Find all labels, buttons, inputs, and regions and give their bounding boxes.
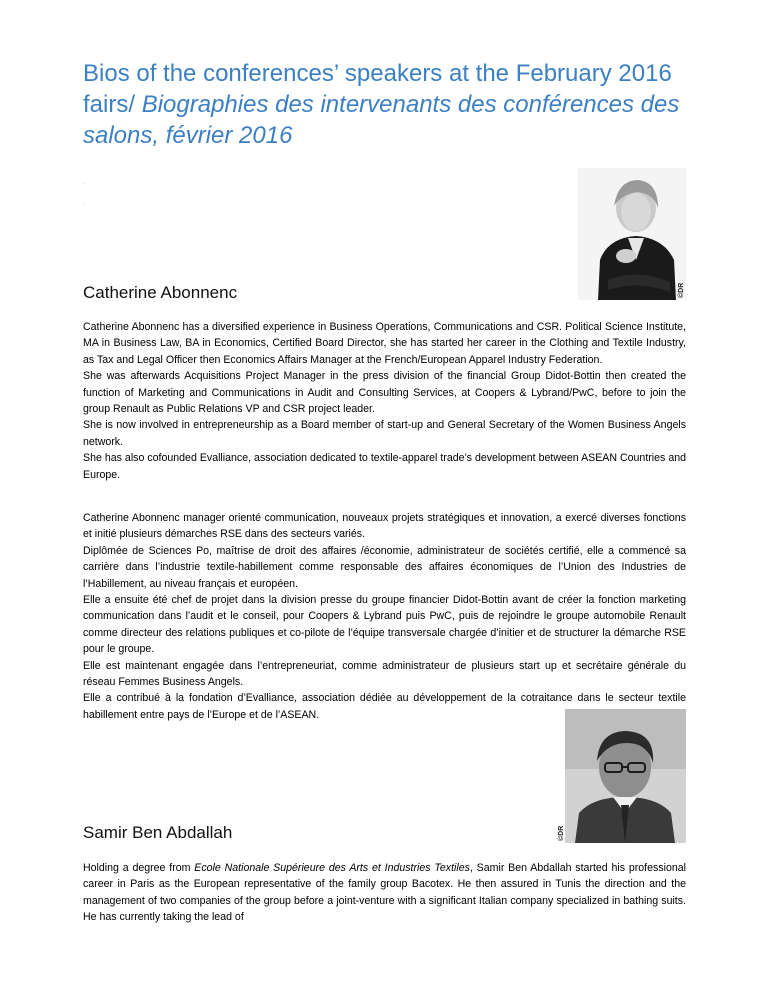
portrait-illustration <box>565 709 686 843</box>
title-french: Biographies des intervenants des conférences des salons, février 2016 <box>83 91 680 149</box>
stray-dot: . <box>83 180 85 186</box>
document-title <box>83 58 723 151</box>
portrait-illustration <box>578 168 686 300</box>
bio-paragraph: Catherine Abonnenc has a diversified experience in Business Operations, Communications and CSR. Political Science Institute, MA in Business Law, BA in Economics, Certified Board Director, she has started her career in the Clothing and Textile Industry, as Tax and Legal Officer then Economics Affairs Manager at the French/European Apparel Industry Federation. <box>83 321 686 366</box>
photo-credit: ©DR <box>678 282 685 298</box>
bio-paragraph: She is now involved in entrepreneurship as a Board member of start-up and General Secretary of the Women Business Angels network. <box>83 419 686 448</box>
bio-paragraph: Elle a ensuite été chef de projet dans la division presse du groupe financier Didot-Bottin avant de créer la fonction marketing communication dans l’audit et le conseil, pour Coopers & Lybrand puis PwC, puis de rejoindre le groupe automobile Renault comme directeur des relations publiques et co-pilote de l’équipe transversale chargée d’initier et de structurer la démarche RSE pour le groupe. <box>83 594 686 656</box>
speaker-photo-abonnenc <box>578 168 686 300</box>
bio-paragraph: Elle est maintenant engagée dans l’entrepreneuriat, comme administrateur de plusieurs start up et secrétaire générale du réseau Femmes Business Angels. <box>83 659 686 689</box>
bio-paragraph <box>83 860 686 926</box>
school-name: Ecole Nationale Supérieure des Arts et Industries Textiles <box>194 862 470 874</box>
bio-paragraph: She has also cofounded Evalliance, association dedicated to textile-apparel trade’s development between ASEAN Countries and Europe. <box>83 452 686 481</box>
speaker-name: Samir Ben Abdallah <box>83 823 233 842</box>
stray-dot: . <box>83 200 85 206</box>
bio-paragraph: Elle a contribué à la fondation d’Evalliance, association dédiée au développement de la cotraitance dans le secteur textile habillement entre pays de l’Europe et de l’ASEAN. <box>83 692 686 721</box>
bio-english <box>83 860 686 926</box>
bio-paragraph: Catherine Abonnenc manager orienté communication, nouveaux projets stratégiques et innovation, a exercé diverses fonctions et initié plusieurs démarches RSE dans des secteurs variés. <box>83 512 686 541</box>
bio-french <box>83 510 686 723</box>
photo-credit: ©DR <box>558 825 565 841</box>
speaker-photo-ben-abdallah <box>558 709 686 843</box>
bio-paragraph: She was afterwards Acquisitions Project Manager in the press division of the financial Group Didot-Bottin then created the function of Marketing and Communications in Audit and Consulting Services, at Coopers & Lybrand/PwC, before to join the group Renault as Public Relations VP and CSR project leader. <box>83 370 686 416</box>
title-english: Bios of the conferences’ speakers at the February 2016 fairs/ <box>83 60 672 118</box>
speaker-name: Catherine Abonnenc <box>83 283 238 302</box>
bio-paragraph: Diplômée de Sciences Po, maîtrise de droit des affaires /économie, administrateur de sociétés certifié, elle a commencé sa carrière dans l’industrie textile-habillement comme responsable des affaires économiques de l’Union des Industries de l’Habillement, au niveau français et européen. <box>83 544 686 590</box>
bio-text: Holding a degree from <box>83 862 195 874</box>
bio-text: , Samir Ben Abdallah started his professional career in Paris as the European representative of the family group Bacotex. He then assured in Tunis the direction and the management of two companies of the group before a joint-venture with a significant Italian company specialized in bathing suits. He has currently taking the lead of <box>83 862 686 924</box>
bio-english <box>83 319 686 483</box>
